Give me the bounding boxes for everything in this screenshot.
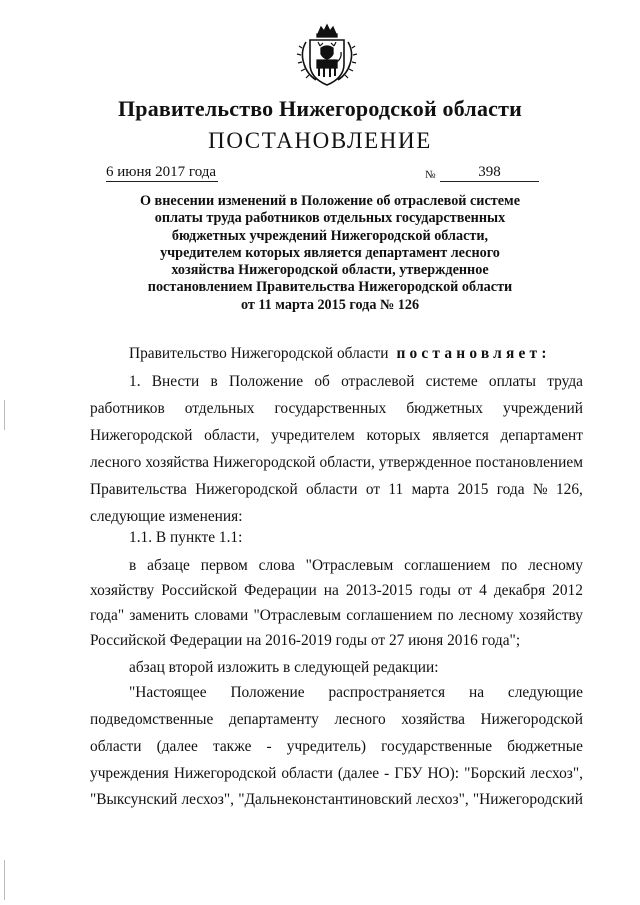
number-label: № [425,169,436,181]
word: Нижегородской [195,481,298,498]
word: труда [547,373,583,390]
word: хозяйству [90,582,155,599]
word: является [432,427,489,444]
word: лесному [458,607,514,624]
body-line: абзац второй изложить в следующей редакции: [129,659,439,676]
word: от [365,481,381,498]
coat-of-arms-icon [296,22,358,88]
document-subject [120,193,540,314]
scan-edge-mark [4,400,5,430]
word: области [306,481,358,498]
word: слова [258,557,295,574]
word: словами [194,607,249,624]
subject-line: учредителем которых является департамент лесного [160,244,500,261]
word: в [129,557,137,574]
word: Внести [151,373,200,390]
subject-line: бюджетных учреждений Нижегородской области, [171,227,489,244]
word: лесному [528,557,583,574]
word: бюджетных [406,400,483,417]
word: работников [90,400,165,417]
intro-text: Правительство Нижегородской области [129,345,389,362]
body-line [90,454,583,472]
word: 126, [555,481,583,498]
word: 2013-2015 [345,582,413,599]
word: соглашением [404,557,491,574]
body-line: следующие изменения: [90,508,243,525]
word: области [281,765,333,782]
word: хозяйства [401,711,465,728]
word: области, [204,427,260,444]
word: учредителем [271,427,355,444]
word: первом [200,557,248,574]
subject-line: хозяйства Нижегородской области, утвержденное [171,262,489,279]
word: "Отраслевым [253,607,341,624]
subject-line: от 11 марта 2015 года № 126 [240,296,420,313]
word: Положение [230,684,305,701]
word: учреждений [503,400,583,417]
body-line [90,738,583,756]
word: (далее [337,765,380,782]
word: 11 [388,481,404,498]
body-line [90,765,583,783]
word: по [437,607,454,624]
word: подведомственные [90,711,214,728]
word: годы [419,582,451,599]
word: года" [90,607,125,624]
word: Положение [228,373,304,390]
word: на [468,684,485,701]
word: от [457,582,473,599]
word: года [496,481,525,498]
word: марта [411,481,450,498]
word: Федерации [244,582,317,599]
word: 2012 [552,582,583,599]
word: лесхоз", [181,791,235,808]
word: Российской [161,582,238,599]
subject-line: О внесении изменений в Положение об отраслевой системе [139,193,521,209]
scan-edge-mark [4,860,5,900]
body-line [90,711,583,729]
body-line [129,684,583,702]
body-line [90,582,583,600]
word: - [266,738,272,755]
body-line [90,607,583,625]
word: заменить [129,607,190,624]
word: абзаце [147,557,190,574]
document-date: 6 июня 2017 года [106,164,217,180]
word: государственных [274,400,387,417]
body-line [129,557,583,575]
word: системе [425,373,478,390]
subject-line: постановлением Правительства Нижегородской области [147,279,513,296]
word: № [532,481,548,498]
word: утвержденное [378,454,472,471]
body-line [90,791,583,809]
body-line [90,427,583,445]
word: - [384,765,390,782]
word: Правительства [90,481,187,498]
word: лесхоз", [530,765,583,782]
word: оплаты [488,373,536,390]
body-line: Российской Федерации на 2016-2019 годы от 27 июня 2016 года"; [90,632,521,649]
word: в [210,373,218,390]
word: "Нижегородский [472,791,583,808]
word: Нижегородской [213,454,316,471]
intro-verb: постановляет: [396,345,551,362]
government-name: Правительство Нижегородской области [117,96,522,121]
word: распространяется [328,684,446,701]
word: лесного [334,711,386,728]
word: бюджетные [507,738,583,755]
body-line [90,481,583,499]
word: отдельных [184,400,255,417]
word: также [212,738,252,755]
intro-line [129,345,551,363]
word: отраслевой [341,373,415,390]
word: "Борский [464,765,526,782]
word: департаменту [228,711,319,728]
word: 1. [129,373,141,390]
word: (далее [156,738,198,755]
word: Нижегородской [90,427,193,444]
word: "Настоящее [129,684,207,701]
word: 2015 [457,481,489,498]
word: хозяйства [145,454,209,471]
word: об [314,373,330,390]
word: ГБУ [394,765,423,782]
word: учреждения [90,765,169,782]
body-line: 1.1. В пункте 1.1: [129,529,243,546]
word: департамент [500,427,583,444]
word: которых [366,427,421,444]
word: лесного [90,454,142,471]
word: Нижегородской [173,765,277,782]
word: хозяйству [518,607,583,624]
word: "Выксунский [90,791,178,808]
word: соглашением [346,607,433,624]
word: следующие [507,684,583,701]
body-line [129,373,583,391]
word: декабря [493,582,546,599]
word: 4 [479,582,487,599]
word: Нижегородской [480,711,583,728]
word: постановлением [475,454,583,471]
word: по [501,557,518,574]
document-number: 398 [440,163,539,182]
word: лесхоз", [416,791,469,808]
document-type: ПОСТАНОВЛЕНИЕ [208,128,432,153]
word: области, [319,454,375,471]
word: "Дальнеконстантиновский [238,791,412,808]
subject-line: оплаты труда работников отдельных государственных [154,210,506,227]
word: "Отраслевым [305,557,394,574]
word: учредитель) [286,738,366,755]
body-line [90,400,583,418]
word: области [90,738,142,755]
word: на [323,582,339,599]
word: государственные [381,738,493,755]
word: НО): [427,765,460,782]
